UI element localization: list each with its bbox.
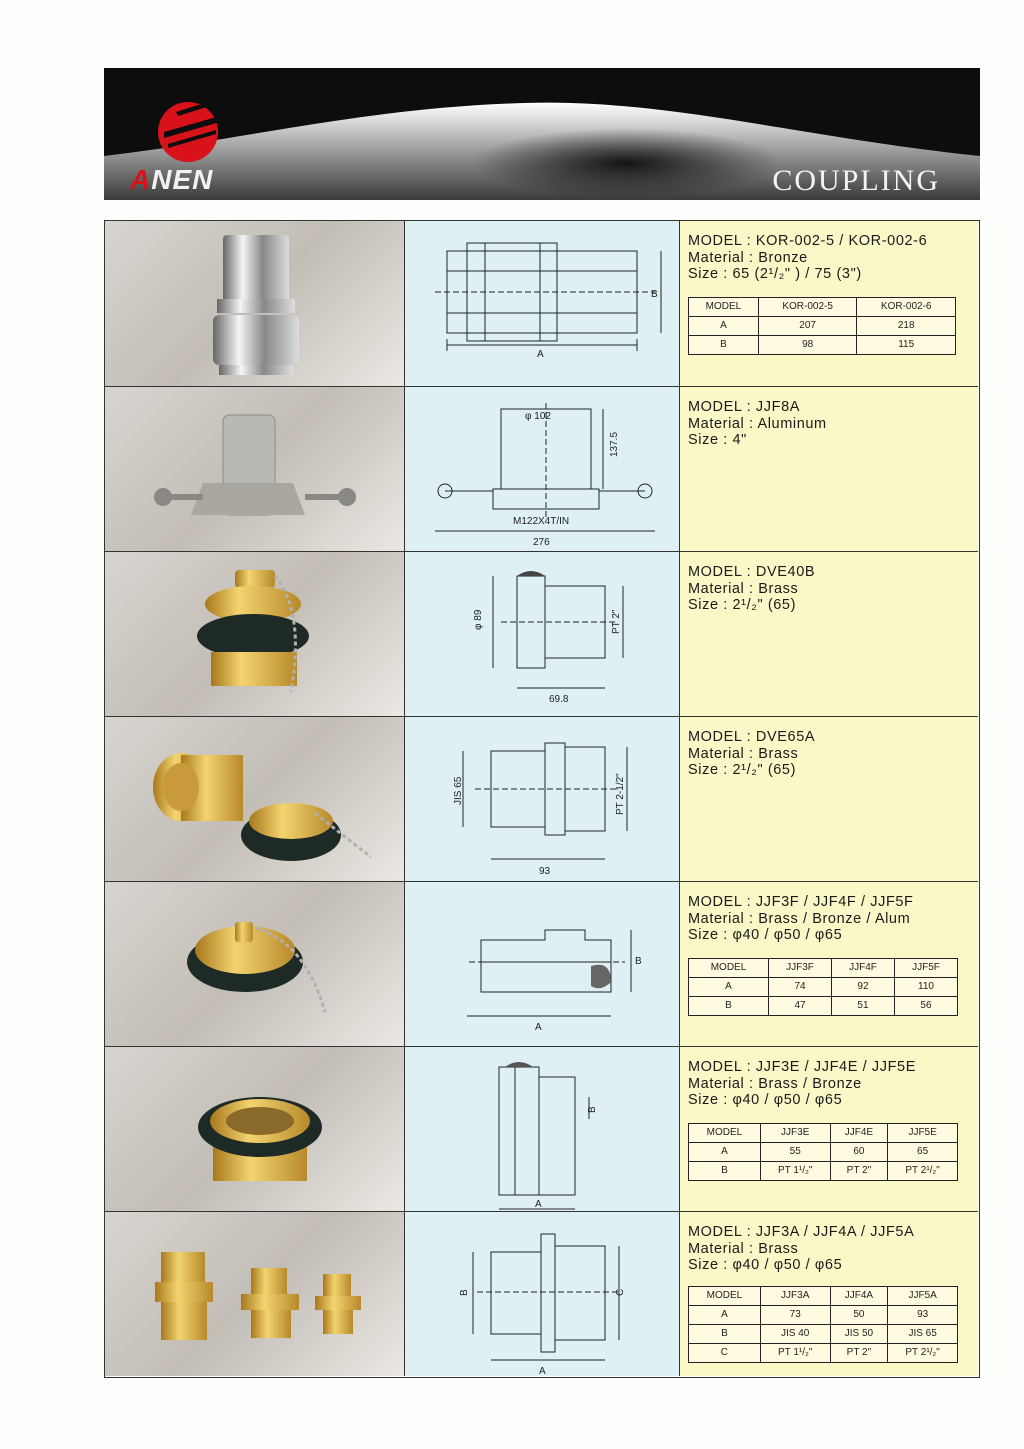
table-header-cell: JJF4A (830, 1286, 888, 1305)
product-photo (105, 882, 405, 1046)
table-header-cell: KOR-002-6 (857, 297, 956, 316)
dimension-table (688, 1123, 958, 1181)
size: Size : 65 (2¹/₂" ) / 75 (3") (688, 266, 862, 282)
table-cell: 74 (769, 977, 832, 996)
table-row (689, 996, 958, 1015)
product-photo (105, 387, 405, 551)
dimension-label-a: A (537, 349, 544, 360)
product-row-jjf-a (105, 1212, 978, 1376)
table-cell: 60 (830, 1142, 888, 1161)
spec-panel (680, 717, 978, 881)
dimension-label-a: A (539, 1366, 546, 1374)
table-cell: PT 2¹/₂" (888, 1161, 958, 1180)
spec-panel (680, 882, 978, 1046)
dimension-label-b: B (651, 289, 658, 300)
table-header-cell: JJF5A (888, 1286, 958, 1305)
table-header-cell: MODEL (689, 958, 769, 977)
drawing-svg (405, 1047, 680, 1210)
spec-panel (680, 387, 978, 551)
size: Size : φ40 / φ50 / φ65 (688, 1092, 843, 1108)
table-cell: 56 (894, 996, 957, 1015)
table-row (689, 316, 956, 335)
table-cell: 115 (857, 335, 956, 354)
table-header-cell: JJF3F (769, 958, 832, 977)
table-cell: 98 (758, 335, 857, 354)
page-title: COUPLING (772, 164, 940, 197)
table-cell: B (689, 335, 759, 354)
product-photo (105, 221, 405, 386)
table-cell: 93 (888, 1305, 958, 1324)
dimension-label-a: A (535, 1022, 542, 1033)
table-cell: PT 2" (830, 1161, 888, 1180)
table-header-cell: KOR-002-5 (758, 297, 857, 316)
brand-logo-icon (154, 96, 226, 164)
header-banner (104, 68, 980, 200)
table-cell: 51 (832, 996, 895, 1015)
size: Size : φ40 / φ50 / φ65 (688, 1257, 843, 1273)
model-name: MODEL : KOR-002-5 / KOR-002-6 (688, 233, 928, 249)
brass-cap-photo-icon (105, 882, 405, 1045)
table-row (689, 1324, 958, 1343)
brand-name-rest: NEN (151, 164, 214, 195)
table-cell: A (689, 1305, 761, 1324)
material: Material : Brass / Bronze / Alum (688, 910, 911, 927)
size: Size : φ40 / φ50 / φ65 (688, 927, 843, 943)
dimension-label-height: 137.5 (609, 431, 620, 457)
dimension-label-thread: PT 2" (611, 609, 622, 634)
table-cell: 50 (830, 1305, 888, 1324)
dimension-label-b: B (459, 1289, 470, 1296)
table-row (689, 1142, 958, 1161)
material: Material : Brass (688, 580, 799, 597)
table-cell: A (689, 1142, 761, 1161)
technical-drawing (405, 882, 680, 1046)
model-name: MODEL : DVE40B (688, 564, 816, 580)
table-cell: JIS 50 (830, 1324, 888, 1343)
brass-adapters-photo-icon (105, 1212, 405, 1374)
table-row (689, 335, 956, 354)
dimension-label-length: 93 (539, 866, 551, 877)
model-name: MODEL : JJF8A (688, 399, 801, 415)
table-cell: A (689, 977, 769, 996)
technical-drawing (405, 1212, 680, 1376)
table-cell: PT 1¹/₂" (760, 1343, 830, 1362)
product-photo (105, 1047, 405, 1211)
table-row (689, 1343, 958, 1362)
dimension-table (688, 958, 958, 1016)
brand-name (130, 164, 213, 196)
table-cell: 218 (857, 316, 956, 335)
product-row-jjf-e (105, 1047, 978, 1212)
table-cell: PT 2" (830, 1343, 888, 1362)
dimension-label-a: A (535, 1199, 542, 1210)
dimension-label-length: 69.8 (549, 694, 569, 705)
dimension-label-thread: PT 2-1/2" (615, 773, 626, 815)
model-name: MODEL : JJF3A / JJF4A / JJF5A (688, 1224, 915, 1240)
table-row (689, 1161, 958, 1180)
table-cell: B (689, 996, 769, 1015)
material: Material : Brass (688, 1240, 799, 1257)
table-cell: A (689, 316, 759, 335)
size: Size : 2¹/₂" (65) (688, 597, 797, 613)
drawing-svg (405, 221, 680, 385)
dimension-label-b: B (635, 956, 642, 967)
table-header-cell: JJF5F (894, 958, 957, 977)
size: Size : 2¹/₂" (65) (688, 762, 797, 778)
model-name: MODEL : JJF3F / JJF4F / JJF5F (688, 894, 914, 910)
brass-adapter-photo-icon (105, 717, 405, 880)
table-header-cell: MODEL (689, 1286, 761, 1305)
table-header-cell: MODEL (689, 1123, 761, 1142)
table-cell: 55 (760, 1142, 830, 1161)
table-header-row (689, 1286, 958, 1305)
dimension-label-width: 276 (533, 537, 550, 548)
dimension-label-diameter: φ 89 (473, 609, 484, 630)
material: Material : Aluminum (688, 415, 827, 432)
product-photo (105, 717, 405, 881)
technical-drawing (405, 387, 680, 551)
table-cell: B (689, 1324, 761, 1343)
coupling-photo-icon (105, 387, 405, 550)
table-cell: 47 (769, 996, 832, 1015)
spec-panel (680, 221, 978, 386)
drawing-svg (405, 882, 680, 1045)
spec-panel (680, 1212, 978, 1376)
drawing-svg (405, 552, 680, 715)
table-header-cell: MODEL (689, 297, 759, 316)
technical-drawing (405, 552, 680, 716)
table-cell: 73 (760, 1305, 830, 1324)
product-photo (105, 552, 405, 716)
dimension-label-b: B (587, 1106, 598, 1113)
material: Material : Bronze (688, 249, 808, 266)
table-header-cell: JJF4E (830, 1123, 888, 1142)
table-header-cell: JJF4F (832, 958, 895, 977)
table-cell: 92 (832, 977, 895, 996)
table-header-row (689, 297, 956, 316)
table-cell: JIS 65 (888, 1324, 958, 1343)
product-photo (105, 1212, 405, 1376)
drawing-svg (405, 1212, 680, 1374)
material: Material : Brass (688, 745, 799, 762)
dimension-label-diameter: φ 102 (525, 411, 551, 422)
product-table (104, 220, 980, 1378)
technical-drawing (405, 221, 680, 386)
table-cell: 65 (888, 1142, 958, 1161)
model-name: MODEL : JJF3E / JJF4E / JJF5E (688, 1059, 916, 1075)
spec-panel (680, 552, 978, 716)
brass-ring-photo-icon (105, 1047, 405, 1210)
table-header-cell: JJF5E (888, 1123, 958, 1142)
table-header-row (689, 1123, 958, 1142)
table-header-cell: JJF3A (760, 1286, 830, 1305)
table-cell: C (689, 1343, 761, 1362)
drawing-svg (405, 717, 680, 880)
table-cell: PT 2¹/₂" (888, 1343, 958, 1362)
size: Size : 4" (688, 432, 747, 448)
product-row-dve40b (105, 552, 978, 717)
dimension-label-thread: M122X4T/IN (513, 516, 570, 527)
dimension-label-jis: JIS 65 (453, 776, 464, 805)
table-cell: PT 1¹/₂" (760, 1161, 830, 1180)
table-cell: 110 (894, 977, 957, 996)
table-cell: JIS 40 (760, 1324, 830, 1343)
dimension-table (688, 297, 956, 355)
dimension-table (688, 1286, 958, 1363)
brass-cap-photo-icon (105, 552, 405, 715)
table-cell: 207 (758, 316, 857, 335)
table-row (689, 977, 958, 996)
dimension-label-c: C (615, 1288, 626, 1296)
table-header-row (689, 958, 958, 977)
table-cell: B (689, 1161, 761, 1180)
technical-drawing (405, 1047, 680, 1211)
model-name: MODEL : DVE65A (688, 729, 816, 745)
product-row-kor-002 (105, 221, 978, 387)
product-row-jjf8a (105, 387, 978, 552)
coupling-photo-icon (105, 221, 405, 385)
technical-drawing (405, 717, 680, 881)
product-row-jjf-f (105, 882, 978, 1047)
table-row (689, 1305, 958, 1324)
brand-name-first-letter: A (130, 164, 152, 195)
material: Material : Brass / Bronze (688, 1075, 862, 1092)
table-header-cell: JJF3E (760, 1123, 830, 1142)
drawing-svg (405, 387, 680, 550)
spec-panel (680, 1047, 978, 1211)
product-row-dve65a (105, 717, 978, 882)
